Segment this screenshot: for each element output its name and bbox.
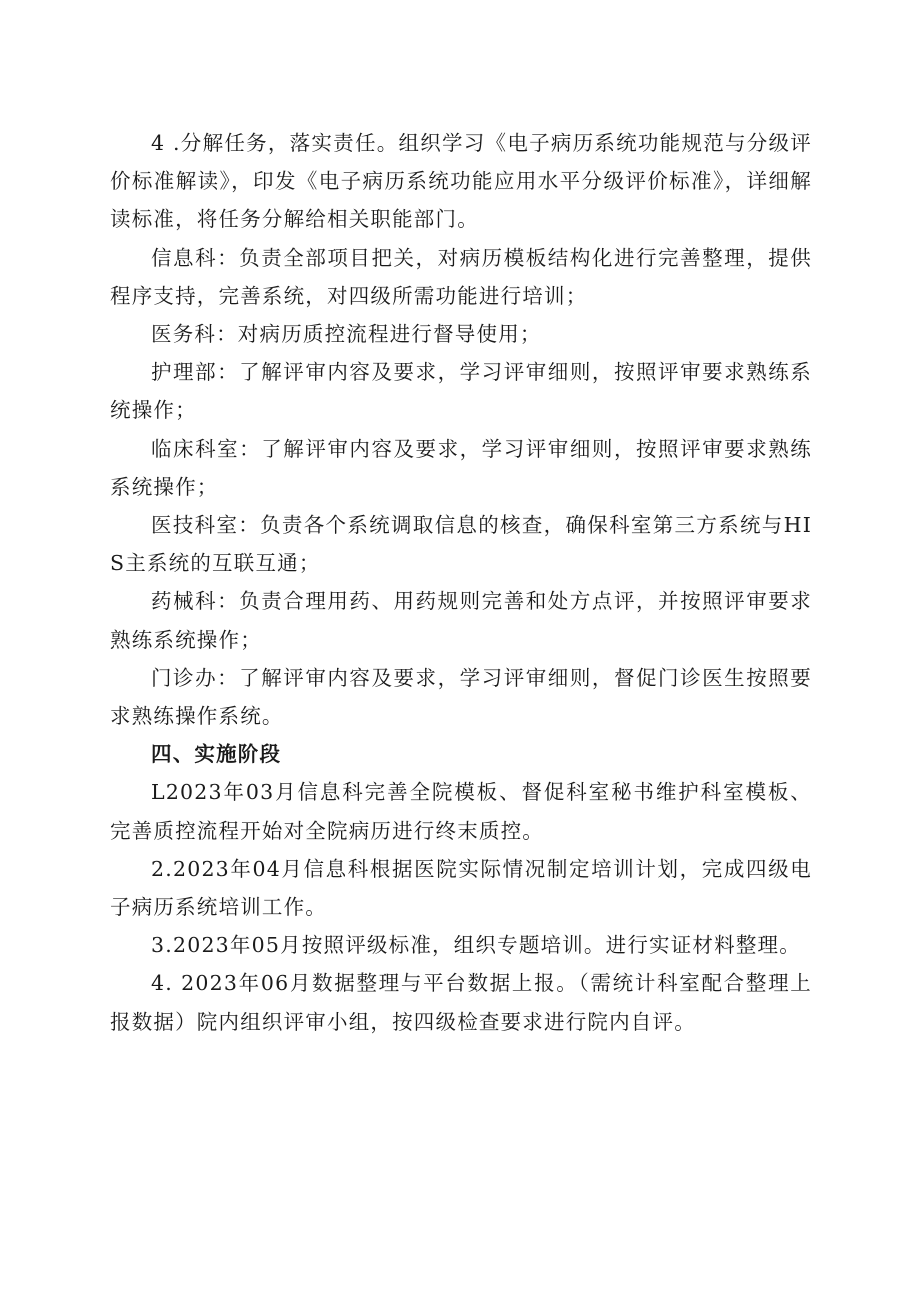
paragraph-medical-affairs: 医务科：对病历质控流程进行督导使用； — [151, 322, 542, 347]
phase-item-3: 3.2023年05月按照评级标准，组织专题培训。进行实证材料整理。 — [151, 933, 801, 958]
document-page — [110, 124, 812, 1041]
paragraph-pharmacy-dept: 药械科：负责合理用药、用药规则完善和处方点评，并按照评审要求熟练系统操作； — [110, 589, 812, 652]
paragraph-medical-tech-depts: 医技科室：负责各个系统调取信息的核查，确保科室第三方系统与HIS主系统的互联互通； — [110, 513, 812, 576]
section-heading: 四、实施阶段 — [151, 742, 282, 767]
paragraph-clinical-depts: 临床科室：了解评审内容及要求，学习评审细则，按照评审要求熟练系统操作； — [110, 436, 812, 499]
phase-item-4: 4. 2023年06月数据整理与平台数据上报。（需统计科室配合整理上报数据）院内组织评审小组，按四级检查要求进行院内自评。 — [110, 971, 812, 1034]
phase-item-2: 2.2023年04月信息科根据医院实际情况制定培训计划，完成四级电子病历系统培训工作。 — [110, 856, 812, 920]
paragraph-info-dept: 信息科：负责全部项目把关，对病历模板结构化进行完善整理，提供程序支持，完善系统，对四级所需功能进行培训； — [110, 245, 812, 308]
paragraph-outpatient-office: 门诊办：了解评审内容及要求，学习评审细则，督促门诊医生按照要求熟练操作系统。 — [110, 665, 812, 729]
paragraph-nursing-dept: 护理部：了解评审内容及要求，学习评审细则，按照评审要求熟练系统操作； — [110, 360, 812, 423]
phase-item-1: L2023年03月信息科完善全院模板、督促科室秘书维护科室模板、完善质控流程开始对全院病历进行终末质控。 — [110, 780, 812, 843]
paragraph-task-breakdown: 4 .分解任务，落实责任。组织学习《电子病历系统功能规范与分级评价标准解读》，印发《电子病历系统功能应用水平分级评价标准》，详细解读标准，将任务分解给相关职能部门。 — [110, 131, 812, 232]
